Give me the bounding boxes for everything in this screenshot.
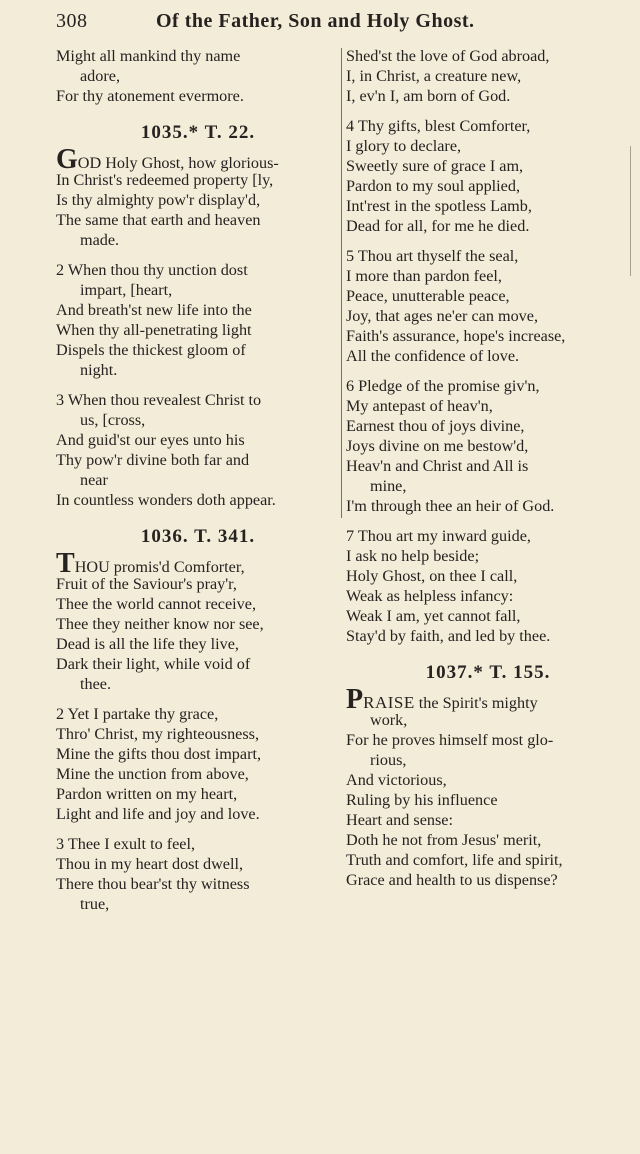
verse-line: When thy all-penetrating light [56, 321, 252, 339]
carry-over-stanza [56, 46, 340, 106]
verse-line: Holy Ghost, on thee I call, [346, 567, 518, 585]
verse-line: Dispels the thickest gloom of [56, 341, 246, 359]
verse-line: The same that earth and heaven [56, 211, 261, 229]
verse-line: 5 Thou art thyself the seal, [346, 247, 519, 265]
verse-line: Truth and comfort, life and spirit, [346, 851, 563, 869]
page-header [56, 4, 632, 38]
verse-line: I, in Christ, a creature new, [346, 67, 522, 85]
verse-line: near [80, 471, 108, 489]
verse-caps: RAISE [363, 693, 415, 712]
verse-line: Shed'st the love of God abroad, [346, 47, 550, 65]
verse-line: made. [80, 231, 120, 249]
verse-line: Thy pow'r divine both far and [56, 451, 250, 469]
verse-line: Faith's assurance, hope's increase, [346, 327, 566, 345]
page-number: 308 [56, 10, 88, 32]
verse-line: Thou in my heart dost dwell, [56, 855, 244, 873]
verse-line: Heart and sense: [346, 811, 453, 829]
verse-line: I more than pardon feel, [346, 267, 502, 285]
verse-line: Thro' Christ, my righteousness, [56, 725, 259, 743]
verse-line: Joys divine on me bestow'd, [346, 437, 529, 455]
verse-line: Mine the gifts thou dost impart, [56, 745, 262, 763]
stanza-5 [346, 246, 630, 366]
verse-line: true, [80, 895, 110, 913]
verse-line: Thee the world cannot receive, [56, 595, 256, 613]
column-divider [341, 48, 342, 518]
running-title: Of the Father, Son and Holy Ghost. [156, 10, 475, 32]
carry-over-stanza [346, 46, 630, 106]
hymn-1037-stanza-1 [346, 684, 630, 890]
verse-line: Dark their light, while void of [56, 655, 251, 673]
verse-line: Int'rest in the spotless Lamb, [346, 197, 532, 215]
verse-line: I ask no help beside; [346, 547, 480, 565]
verse-line: Sweetly sure of grace I am, [346, 157, 524, 175]
verse-line: thee. [80, 675, 112, 693]
verse-line: Doth he not from Jesus' merit, [346, 831, 542, 849]
verse-line: For thy atonement evermore. [56, 87, 244, 105]
verse-line: Joy, that ages ne'er can move, [346, 307, 538, 325]
verse-line: Dead is all the life they live, [56, 635, 239, 653]
verse-line: 6 Pledge of the promise giv'n, [346, 377, 540, 395]
verse-line: Ruling by his influence [346, 791, 498, 809]
verse-line: impart, [heart, [80, 281, 173, 299]
verse-text: HOU promis'd Comforter, [74, 558, 245, 576]
hymn-heading: 1035.* T. 22. [140, 122, 256, 143]
verse-line: Pardon to my soul applied, [346, 177, 520, 195]
verse-text: OD Holy Ghost, how glorious- [77, 154, 279, 172]
verse-line: Fruit of the Saviour's pray'r, [56, 575, 237, 593]
hymn-1035-stanza-1 [56, 144, 340, 250]
verse-line: Light and life and joy and love. [56, 805, 260, 823]
verse-line [56, 548, 340, 579]
left-column [56, 46, 340, 924]
verse-line: And guid'st our eyes unto his [56, 431, 245, 449]
verse-line: 2 Yet I partake thy grace, [56, 705, 219, 723]
verse-line: Might all mankind thy name [56, 47, 241, 65]
verse-line: There thou bear'st thy witness [56, 875, 250, 893]
verse-line: I glory to declare, [346, 137, 462, 155]
verse-line: Earnest thou of joys divine, [346, 417, 525, 435]
verse-line: Thee they neither know nor see, [56, 615, 264, 633]
verse-line: night. [80, 361, 118, 379]
hymn-heading: 1037.* T. 155. [425, 662, 551, 683]
verse-line: Dead for all, for me he died. [346, 217, 530, 235]
verse-line: Weak I am, yet cannot fall, [346, 607, 521, 625]
verse-line: adore, [80, 67, 120, 85]
verse-line: My antepast of heav'n, [346, 397, 493, 415]
margin-bleed-through [630, 146, 640, 276]
verse-line: Stay'd by faith, and led by thee. [346, 627, 551, 645]
drop-cap: T [56, 548, 75, 579]
stanza-4 [346, 116, 630, 236]
verse-line: Weak as helpless infancy: [346, 587, 514, 605]
hymn-1036-stanza-3 [56, 834, 340, 914]
hymn-1036-stanza-1 [56, 548, 340, 694]
verse-line: mine, [370, 477, 407, 495]
verse-line: And breath'st new life into the [56, 301, 252, 319]
hymn-1035-stanza-2 [56, 260, 340, 380]
verse-line: rious, [370, 751, 407, 769]
verse-line: Pardon written on my heart, [56, 785, 238, 803]
verse-line [346, 684, 630, 715]
verse-line: 3 When thou revealest Christ to [56, 391, 262, 409]
verse-line: In Christ's redeemed property [ly, [56, 171, 274, 189]
verse-line: 2 When thou thy unction dost [56, 261, 248, 279]
verse-line: I'm through thee an heir of God. [346, 497, 555, 515]
verse-line: Grace and health to us dispense? [346, 871, 558, 889]
verse-line: All the confidence of love. [346, 347, 520, 365]
verse-line: In countless wonders doth appear. [56, 491, 276, 509]
verse-line: Is thy almighty pow'r display'd, [56, 191, 261, 209]
verse-line: us, [cross, [80, 411, 146, 429]
drop-cap: P [346, 684, 364, 715]
verse-line: 3 Thee I exult to feel, [56, 835, 196, 853]
verse-line: Heav'n and Christ and All is [346, 457, 529, 475]
verse-text: the Spirit's mighty [414, 694, 538, 712]
verse-line: For he proves himself most glo- [346, 731, 554, 749]
verse-line [56, 144, 340, 175]
verse-line: work, [370, 711, 408, 729]
stanza-6 [346, 376, 630, 516]
hymn-heading: 1036. T. 341. [140, 526, 256, 547]
verse-line: Peace, unutterable peace, [346, 287, 510, 305]
hymn-1036-stanza-2 [56, 704, 340, 824]
verse-line: Mine the unction from above, [56, 765, 249, 783]
stanza-7 [346, 526, 630, 646]
right-column [346, 46, 630, 900]
hymn-1035-stanza-3 [56, 390, 340, 510]
verse-line: 4 Thy gifts, blest Comforter, [346, 117, 531, 135]
verse-line: I, ev'n I, am born of God. [346, 87, 511, 105]
verse-line: And victorious, [346, 771, 447, 789]
drop-cap: G [56, 144, 78, 175]
verse-line: 7 Thou art my inward guide, [346, 527, 531, 545]
